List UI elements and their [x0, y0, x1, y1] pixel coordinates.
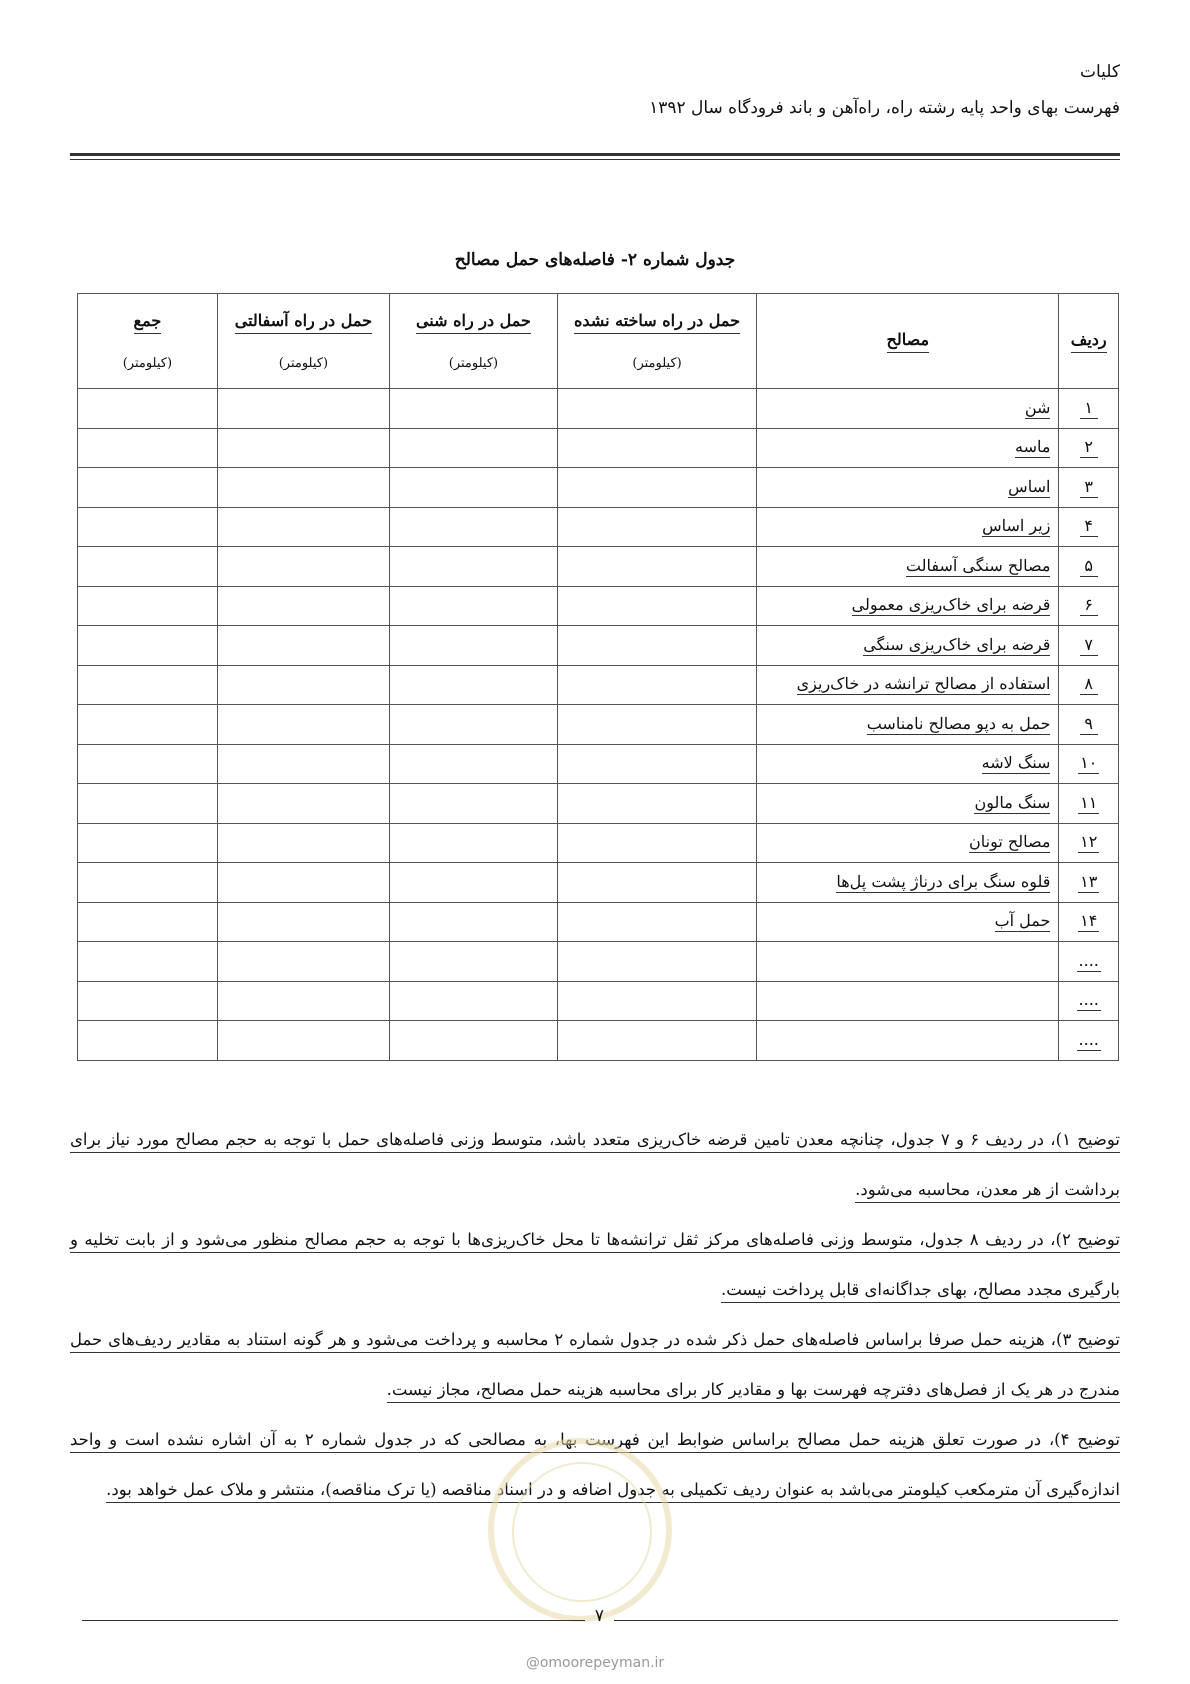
asphalt-cell	[217, 468, 389, 508]
material-cell: قلوه سنگ برای درناژ پشت پل‌ها	[757, 863, 1059, 903]
total-cell	[78, 586, 218, 626]
row-number-cell: ۲	[1059, 428, 1119, 468]
total-cell	[78, 547, 218, 587]
row-number-cell: ....	[1059, 942, 1119, 982]
table-row	[78, 784, 1119, 824]
site-watermark: @omoorepeyman.ir	[525, 1655, 665, 1671]
note-3: توضیح ۳)، هزینه حمل صرفا براساس فاصله‌های حمل ذکر شده در جدول شماره ۲ محاسبه و پرداخت می‌شود و هر گونه استناد به مقادیر ردیف‌های حمل مندرج در هر یک از فصل‌های دفترچه فهرست بها و مقادیر کار برای محاسبه هزینه حمل مصالح، مجاز نیست.	[70, 1315, 1120, 1415]
material-cell	[757, 1021, 1059, 1061]
material-cell: قرضه برای خاک‌ریزی معمولی	[757, 586, 1059, 626]
row-number-cell: ....	[1059, 981, 1119, 1021]
row-number-cell: ۷	[1059, 626, 1119, 666]
gravel-cell	[390, 389, 558, 429]
asphalt-cell	[217, 389, 389, 429]
table-row	[78, 942, 1119, 982]
table-row	[78, 547, 1119, 587]
table-row	[78, 507, 1119, 547]
total-cell	[78, 744, 218, 784]
asphalt-cell	[217, 665, 389, 705]
material-cell	[757, 942, 1059, 982]
gravel-cell	[390, 863, 558, 903]
material-cell: سنگ مالون	[757, 784, 1059, 824]
total-cell	[78, 784, 218, 824]
table-row	[78, 863, 1119, 903]
unbuilt-cell	[557, 863, 756, 903]
note-1: توضیح ۱)، در ردیف ۶ و ۷ جدول، چنانچه معدن تامین قرضه خاک‌ریزی متعدد باشد، متوسط وزنی فاصله‌های حمل با توجه به حجم مصالح مورد نیاز برای برداشت از هر معدن، محاسبه می‌شود.	[70, 1115, 1120, 1215]
unbuilt-cell	[557, 428, 756, 468]
footer-rule-right	[614, 1620, 1118, 1621]
unbuilt-cell	[557, 468, 756, 508]
gravel-cell	[390, 705, 558, 745]
material-cell: شن	[757, 389, 1059, 429]
note-4: توضیح ۴)، در صورت تعلق هزینه حمل مصالح براساس ضوابط این فهرست بها، به مصالحی که در جدول شماره ۲ به آن اشاره نشده است و واحد اندازه‌گیری آن مترمکعب کیلومتر می‌باشد به عنوان ردیف تکمیلی به جدول اضافه و در اسناد مناقصه (یا ترک مناقصه)، منتشر و ملاک عمل خواهد بود.	[70, 1415, 1120, 1515]
total-cell	[78, 863, 218, 903]
row-number-cell: ۱۲	[1059, 823, 1119, 863]
material-cell: استفاده از مصالح ترانشه در خاک‌ریزی	[757, 665, 1059, 705]
total-cell	[78, 942, 218, 982]
row-number-cell: ۱	[1059, 389, 1119, 429]
row-number-cell: ۶	[1059, 586, 1119, 626]
header-asphalt-road: حمل در راه آسفالتی (کیلومتر)	[217, 294, 389, 389]
unit-label: (کیلومتر)	[448, 356, 499, 371]
row-number-cell: ۵	[1059, 547, 1119, 587]
material-cell: زیر اساس	[757, 507, 1059, 547]
material-cell: حمل آب	[757, 902, 1059, 942]
material-cell	[757, 981, 1059, 1021]
asphalt-cell	[217, 942, 389, 982]
unit-label: (کیلومتر)	[278, 356, 329, 371]
material-cell: حمل به دپو مصالح نامناسب	[757, 705, 1059, 745]
material-cell: اساس	[757, 468, 1059, 508]
gravel-cell	[390, 981, 558, 1021]
gravel-cell	[390, 626, 558, 666]
material-cell: مصالح تونان	[757, 823, 1059, 863]
total-cell	[78, 981, 218, 1021]
unbuilt-cell	[557, 981, 756, 1021]
unbuilt-cell	[557, 942, 756, 982]
gravel-cell	[390, 1021, 558, 1061]
total-cell	[78, 428, 218, 468]
material-cell: سنگ لاشه	[757, 744, 1059, 784]
gravel-cell	[390, 547, 558, 587]
asphalt-cell	[217, 507, 389, 547]
material-cell: قرضه برای خاک‌ریزی سنگی	[757, 626, 1059, 666]
material-cell: مصالح سنگی آسفالت	[757, 547, 1059, 587]
row-number-cell: ۸	[1059, 665, 1119, 705]
gravel-cell	[390, 507, 558, 547]
total-cell	[78, 507, 218, 547]
header-row-no: ردیف	[1059, 294, 1119, 389]
unbuilt-cell	[557, 626, 756, 666]
header-material: مصالح	[757, 294, 1059, 389]
note-2: توضیح ۲)، در ردیف ۸ جدول، متوسط وزنی فاصله‌های مرکز ثقل ترانشه‌ها تا محل خاک‌ریزی‌ها با توجه به حجم مصالح منظور می‌شود و از بابت تخلیه و بارگیری مجدد مصالح، بهای جداگانه‌ای قابل پرداخت نیست.	[70, 1215, 1120, 1315]
total-cell	[78, 665, 218, 705]
document-subtitle: فهرست بهای واحد پایه رشته راه، راه‌آهن و باند فرودگاه سال ۱۳۹۲	[649, 98, 1120, 118]
asphalt-cell	[217, 547, 389, 587]
table-row	[78, 823, 1119, 863]
header-rule-thin	[70, 159, 1120, 160]
unbuilt-cell	[557, 665, 756, 705]
seal-watermark	[488, 1438, 672, 1622]
header-unbuilt-road: حمل در راه ساخته نشده (کیلومتر)	[557, 294, 756, 389]
unit-label: (کیلومتر)	[632, 356, 682, 371]
row-number-cell: ۱۴	[1059, 902, 1119, 942]
table-row	[78, 1021, 1119, 1061]
total-cell	[78, 626, 218, 666]
gravel-cell	[390, 586, 558, 626]
asphalt-cell	[217, 586, 389, 626]
row-number-cell: ۴	[1059, 507, 1119, 547]
table-row	[78, 468, 1119, 508]
table-row	[78, 744, 1119, 784]
gravel-cell	[390, 823, 558, 863]
total-cell	[78, 468, 218, 508]
row-number-cell: ۱۰	[1059, 744, 1119, 784]
total-cell	[78, 705, 218, 745]
row-number-cell: ۱۳	[1059, 863, 1119, 903]
haul-distance-table	[77, 293, 1119, 1061]
total-cell	[78, 1021, 218, 1061]
gravel-cell	[390, 665, 558, 705]
unbuilt-cell	[557, 1021, 756, 1061]
asphalt-cell	[217, 744, 389, 784]
section-title: کلیات	[1079, 62, 1120, 82]
header-rule	[70, 153, 1120, 156]
gravel-cell	[390, 744, 558, 784]
table-body	[78, 389, 1119, 1061]
row-number-cell: ۹	[1059, 705, 1119, 745]
gravel-cell	[390, 784, 558, 824]
unit-label: (کیلومتر)	[122, 356, 173, 371]
asphalt-cell	[217, 823, 389, 863]
row-number-cell: ۳	[1059, 468, 1119, 508]
unbuilt-cell	[557, 784, 756, 824]
table-title: جدول شماره ۲- فاصله‌های حمل مصالح	[454, 250, 736, 270]
total-cell	[78, 902, 218, 942]
table-row	[78, 902, 1119, 942]
page-number: ۷	[594, 1606, 605, 1626]
unbuilt-cell	[557, 705, 756, 745]
unbuilt-cell	[557, 389, 756, 429]
asphalt-cell	[217, 981, 389, 1021]
gravel-cell	[390, 428, 558, 468]
table-row	[78, 705, 1119, 745]
gravel-cell	[390, 902, 558, 942]
asphalt-cell	[217, 784, 389, 824]
unbuilt-cell	[557, 823, 756, 863]
asphalt-cell	[217, 705, 389, 745]
table-row	[78, 586, 1119, 626]
header-total: جمع (کیلومتر)	[78, 294, 218, 389]
table-row	[78, 389, 1119, 429]
asphalt-cell	[217, 1021, 389, 1061]
gravel-cell	[390, 942, 558, 982]
table-header-row	[78, 294, 1119, 389]
table-row	[78, 981, 1119, 1021]
asphalt-cell	[217, 863, 389, 903]
table-row	[78, 428, 1119, 468]
asphalt-cell	[217, 902, 389, 942]
footer-rule-left	[82, 1620, 585, 1621]
unbuilt-cell	[557, 507, 756, 547]
row-number-cell: ۱۱	[1059, 784, 1119, 824]
page-header	[649, 62, 1120, 118]
material-cell: ماسه	[757, 428, 1059, 468]
total-cell	[78, 823, 218, 863]
asphalt-cell	[217, 626, 389, 666]
gravel-cell	[390, 468, 558, 508]
table-row	[78, 665, 1119, 705]
unbuilt-cell	[557, 744, 756, 784]
unbuilt-cell	[557, 547, 756, 587]
table-row	[78, 626, 1119, 666]
asphalt-cell	[217, 428, 389, 468]
row-number-cell: ....	[1059, 1021, 1119, 1061]
header-gravel-road: حمل در راه شنی (کیلومتر)	[390, 294, 558, 389]
unbuilt-cell	[557, 902, 756, 942]
unbuilt-cell	[557, 586, 756, 626]
total-cell	[78, 389, 218, 429]
